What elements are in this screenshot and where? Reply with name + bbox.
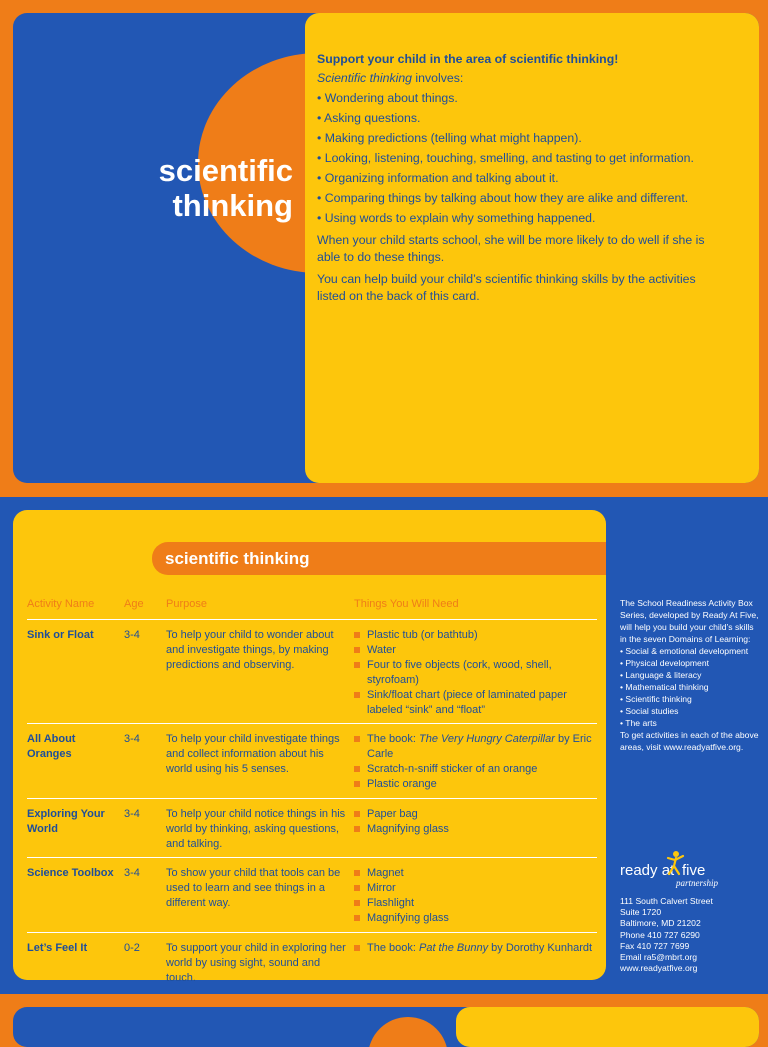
need-item-book: The book: Pat the Bunny by Dorothy Kunhardt [354, 941, 594, 956]
header-activity-name: Activity Name [27, 598, 95, 610]
domain-item: • Mathematical thinking [620, 681, 760, 693]
school-paragraph: When your child starts school, she will be more likely to do well if she is able to do these things. [317, 233, 705, 264]
skill-item: • Using words to explain why something happened. [317, 210, 707, 227]
needs-list [354, 941, 594, 956]
ready-at-five-logo: ready at five partnership [620, 850, 740, 890]
activity-name: Let’s Feel It [27, 942, 88, 954]
needs-list [354, 866, 594, 926]
next-card-panel [456, 1007, 759, 1047]
activity-purpose: To help your child to wonder about and investigate things, by making predictions and observing. [166, 629, 334, 671]
skill-item: • Making predictions (telling what might happen). [317, 130, 707, 147]
activity-purpose: To support your child in exploring her world by using sight, sound and touch. [166, 942, 346, 984]
table-row [27, 932, 597, 993]
table-header [27, 597, 597, 619]
need-item-book: The book: The Very Hungry Caterpillar by Eric Carle [354, 732, 594, 762]
front-info-panel [305, 13, 759, 483]
series-info [620, 597, 760, 753]
header-purpose: Purpose [166, 598, 207, 610]
activity-table [27, 597, 597, 993]
needs-list [354, 807, 594, 837]
activity-name: Science Toolbox [27, 867, 114, 879]
book-title: The Very Hungry Caterpillar [418, 733, 555, 745]
section-tab-title: scientific thinking [152, 542, 606, 575]
activity-name: All About Oranges [27, 733, 76, 760]
table-row [27, 723, 597, 798]
activity-age: 3-4 [124, 867, 140, 879]
contact-address: 111 South Calvert Street Suite 1720 Baltimore, MD 21202 Phone 410 727 6290 Fax 410 727 7699 Email ra5@mbrt.org www.readyatfive.org [620, 896, 713, 974]
table-row [27, 619, 597, 723]
need-item: Sink/float chart (piece of laminated paper labeled “sink” and “float” [354, 688, 594, 718]
skill-item: • Comparing things by talking about how they are alike and different. [317, 190, 707, 207]
domain-item: • The arts [620, 717, 760, 729]
series-intro: The School Readiness Activity Box Series, developed by Ready At Five, will help you build your child’s skills in the seven Domains of Learning: [620, 598, 759, 644]
front-heading: Support your child in the area of scientific thinking! [317, 52, 619, 66]
header-needs: Things You Will Need [354, 598, 459, 610]
need-item: Mirror [354, 881, 594, 896]
need-item: Four to five objects (cork, wood, shell, styrofoam) [354, 658, 594, 688]
activity-age: 3-4 [124, 629, 140, 641]
domain-item: • Physical development [620, 657, 760, 669]
series-outro: To get activities in each of the above areas, visit www.readyatfive.org. [620, 730, 759, 752]
domain-item: • Scientific thinking [620, 693, 760, 705]
domain-item: • Language & literacy [620, 669, 760, 681]
activity-age: 3-4 [124, 808, 140, 820]
need-item: Flashlight [354, 896, 594, 911]
need-item: Magnifying glass [354, 911, 594, 926]
activity-purpose: To show your child that tools can be used to learn and see things in a different way. [166, 867, 341, 909]
skill-item: • Asking questions. [317, 110, 707, 127]
domains-list [620, 645, 760, 729]
needs-list [354, 628, 594, 718]
front-intro: Scientific thinking involves: [317, 71, 464, 85]
need-item: Plastic orange [354, 777, 594, 792]
skill-item: • Looking, listening, touching, smelling, and tasting to get information. [317, 150, 707, 167]
table-row [27, 857, 597, 932]
orange-circle-decoration [368, 1017, 448, 1047]
need-item: Plastic tub (or bathtub) [354, 628, 594, 643]
activity-age: 3-4 [124, 733, 140, 745]
skill-item: • Wondering about things. [317, 90, 707, 107]
need-item: Magnifying glass [354, 822, 594, 837]
need-item: Magnet [354, 866, 594, 881]
book-title: Pat the Bunny [418, 942, 489, 954]
need-item: Paper bag [354, 807, 594, 822]
skills-list [317, 90, 707, 227]
need-item: Water [354, 643, 594, 658]
activity-name: Exploring Your World [27, 808, 105, 835]
header-age: Age [124, 598, 144, 610]
needs-list [354, 732, 594, 792]
domain-item: • Social studies [620, 705, 760, 717]
activity-purpose: To help your child investigate things and collect information about his world using his 5 senses. [166, 733, 340, 775]
activity-name: Sink or Float [27, 629, 94, 641]
table-row [27, 798, 597, 857]
need-item: Scratch-n-sniff sticker of an orange [354, 762, 594, 777]
activity-age: 0-2 [124, 942, 140, 954]
skill-item: • Organizing information and talking about it. [317, 170, 707, 187]
domain-item: • Social & emotional development [620, 645, 760, 657]
card-title: scientific thinking [158, 153, 293, 223]
help-paragraph: You can help build your child’s scientific thinking skills by the activities listed on the back of this card. [317, 272, 696, 303]
activity-purpose: To help your child notice things in his world by thinking, asking questions, and talking. [166, 808, 346, 850]
